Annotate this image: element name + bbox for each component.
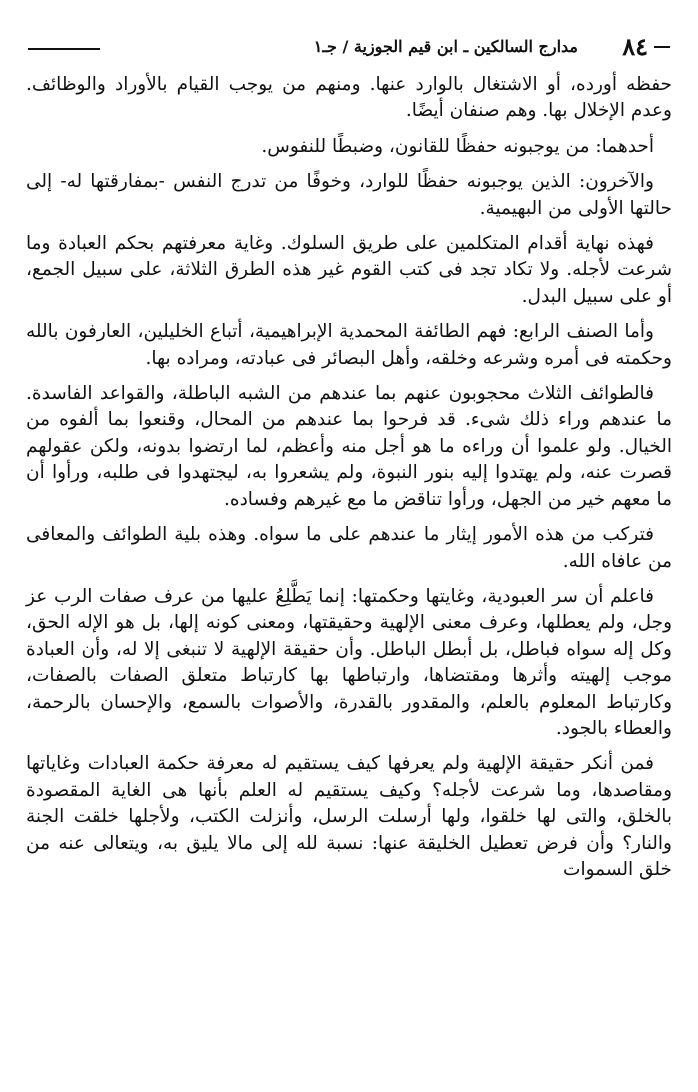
paragraph-5: وأما الصنف الرابع: فهم الطائفة المحمدية الإبراهيمية، أتباع الخليلين، العارفون بالله وحكمته فى أمره وشرعه وخلقه، وأهل البصائر فى عبادته، ومراده بها. [26,321,672,369]
paragraph-2: أحدهما: من يوجبونه حفظًا للقانون، وضبطًا للنفوس. [261,135,654,157]
paragraph-7: فتركب من هذه الأمور إيثار ما عندهم على ما سواه. وهذه بلية الطوائف والمعافى من عافاه الله. [26,524,672,572]
paragraph-8: فاعلم أن سر العبودية، وغايتها وحكمتها: إنما يَطَّلِعُ عليها من عرف صفات الرب عز وجل، ولم يعطلها، وعرف معنى الإلهية وحقيقتها، ومعنى كونه إلها، بل هو الإله الحق، وكل إله سواه فباطل، بل أبطل الباطل. وأن حقيقة الإلهية لا تنبغى إلا له، وأن العبادة موجب إلهيته وأثرها ومقتضاها، وارتباطها بها كارتباط متعلق الصفات بالصفات، وكارتباط المعلوم بالعلم، والمقدور بالقدرة، والأصوات بالسمع، والإحسان بالرحمة، والعطاء بالجود. [26,585,672,739]
page-number-dash [654,46,670,48]
page-body [26,72,672,892]
paragraph-3: والآخرون: الذين يوجبونه حفظًا للوارد، وخوفًا من تدرج النفس -بمفارقتها له- إلى حالتها الأولى من البهيمية. [26,171,672,219]
paragraph-1: حفظه أورده، أو الاشتغال بالوارد عنها. ومنهم من يوجب القيام بالأوراد والوظائف. وعدم الإخلال بها. وهم صنفان أيضًا. [26,74,672,122]
page-number: ٨٤ [622,32,648,61]
paragraph-9: فمن أنكر حقيقة الإلهية ولم يعرفها كيف يستقيم له معرفة حكمة العبادات وغاياتها ومقاصدها، وما شرعت لأجله؟ وكيف يستقيم له العلم بأنها هى الغاية المقصودة بالخلق، والتى لها خلقوا، ولها أرسلت الرسل، وأنزلت الكتب، ولأجلها خلقت الجنة والنار؟ وأن فرض تعطيل الخليقة عنها: نسبة لله إلى مالا يليق به، ويتعالى عنه من خلق السموات [26,753,672,880]
running-title: مدارج السالكين ـ ابن قيم الجوزية / جـ١ [313,37,578,56]
paragraph-4: فهذه نهاية أقدام المتكلمين على طريق السلوك. وغاية معرفتهم بحكم العبادة وما شرعت لأجله. ولا تكاد تجد فى كتب القوم غير هذه الطرق الثلاثة، على سبيل الجمع، أو على سبيل البدل. [26,233,672,307]
page-header [28,30,670,64]
paragraph-6: فالطوائف الثلاث محجوبون عنهم بما عندهم من الشبه الباطلة، والقواعد الفاسدة. ما عندهم وراء ذلك شىء. قد فرحوا بما عندهم من المحال، وقنعوا بما ألفوه من الخيال. ولو علموا أن وراءه ما هو أجل منه وأعظم، لما ارتضوا بدونه، ولكن عقولهم قصرت عنه، ولم يهتدوا إليه بنور النبوة، ولم يشعروا به، ليجتهدوا فى طلبه، ورأوا أن ما معهم خير من الجهل، ورأوا تناقض ما مع غيرهم وفساده. [26,383,672,510]
header-rule [28,48,100,50]
